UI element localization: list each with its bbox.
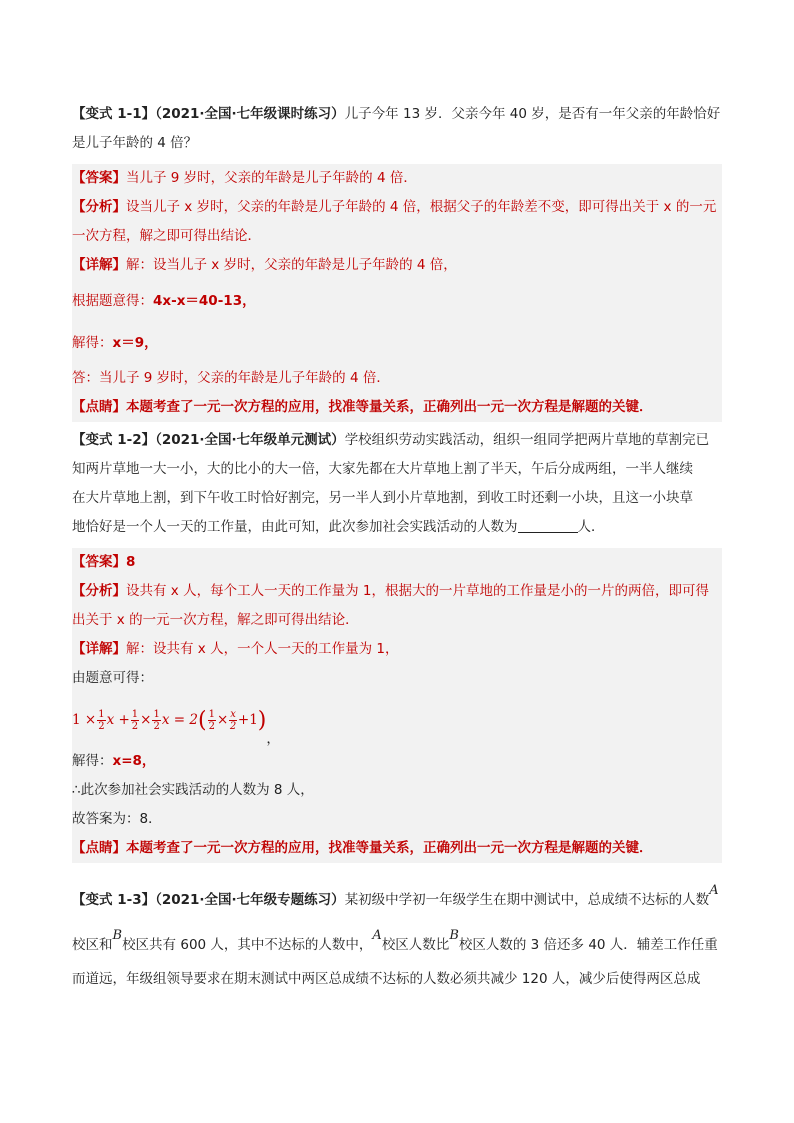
detail-tag: 【详解】 [72, 257, 126, 273]
analysis-line [72, 577, 722, 606]
question-text-line [72, 513, 722, 542]
equation-text: x=8， [112, 753, 156, 769]
equation-term: x = 2 [161, 712, 198, 728]
equation-tail: ， [266, 731, 280, 747]
comment-text: 本题考查了一元一次方程的应用，找准等量关系，正确列出一元一次方程是解题的关键． [126, 840, 653, 856]
detail-line [72, 635, 722, 664]
analysis-line [72, 193, 722, 222]
analysis-text: 设当儿子 x 岁时，父亲的年龄是儿子年龄的 4 倍，根据父子的年龄差不变，即可得出关于 x 的一元 [126, 199, 717, 215]
comment-line [72, 834, 722, 863]
fraction [229, 709, 237, 732]
comment-line [72, 393, 722, 422]
letter-b: B [112, 928, 123, 943]
detail-line: 由题意可得： [72, 670, 153, 686]
question-text-line [72, 918, 722, 963]
solution-1-1 [72, 164, 722, 422]
letter-a: A [372, 928, 382, 943]
analysis-tag: 【分析】 [72, 583, 126, 599]
question-source: （2021·全国·七年级单元测试） [155, 432, 345, 448]
fraction-denominator: 2 [153, 720, 160, 732]
question-text-line: 是儿子年龄的 4 倍？ [72, 135, 198, 151]
answer-line [72, 164, 722, 193]
equation [72, 693, 722, 747]
right-paren: ) [257, 707, 267, 733]
answer-tag: 【答案】 [72, 554, 126, 570]
question-1-1 [72, 100, 722, 158]
document-page [72, 100, 722, 1001]
question-tag: 【变式 1-1】 [72, 106, 156, 122]
detail-text: 解得： [72, 753, 113, 769]
equation-term: × [216, 712, 229, 728]
question-source: （2021·全国·七年级课时练习） [155, 106, 345, 122]
question-body: 人． [577, 519, 605, 535]
detail-text: 解得： [72, 335, 113, 351]
detail-line: 答：当儿子 9 岁时，父亲的年龄是儿子年龄的 4 倍． [72, 370, 390, 386]
question-body: 地恰好是一个人一天的工作量，由此可知，此次参加社会实践活动的人数为 [72, 519, 518, 535]
detail-line: ∴此次参加社会实践活动的人数为 8 人， [72, 782, 314, 798]
letter-a: A [709, 883, 719, 898]
question-body: 某初级中学初一年级学生在期中测试中，总成绩不达标的人数 [344, 892, 710, 908]
detail-line [72, 747, 722, 776]
question-text-line: 而道远，年级组领导要求在期末测试中两区总成绩不达标的人数必须共减少 120 人，减少后使得两区总成 [72, 971, 701, 987]
question-1-3 [72, 873, 722, 995]
question-text-line [72, 873, 722, 918]
equation-term: × [140, 712, 152, 728]
question-body: 校区和 [72, 937, 113, 953]
fraction-numerator: 1 [98, 708, 105, 720]
fraction-numerator: 1 [153, 708, 160, 720]
equation-term: 1 × [72, 712, 97, 728]
left-paren: ( [197, 707, 207, 733]
fraction-denominator: 2 [229, 720, 237, 732]
detail-line [72, 280, 722, 322]
equation-term: +1 [237, 712, 258, 728]
fraction-denominator: 2 [208, 720, 215, 732]
fraction [97, 709, 105, 732]
fraction-denominator: 2 [98, 720, 105, 732]
equation-text: 4x-x＝40-13， [153, 293, 256, 309]
detail-text: 解：设当儿子 x 岁时，父亲的年龄是儿子年龄的 4 倍， [126, 257, 457, 273]
question-text-line [72, 426, 722, 455]
equation-term: x + [106, 712, 130, 728]
analysis-tag: 【分析】 [72, 199, 126, 215]
question-1-2 [72, 426, 722, 542]
fraction-numerator: 1 [208, 708, 215, 720]
fraction-numerator: x [230, 708, 236, 720]
question-text-line [72, 100, 722, 129]
analysis-text: 设共有 x 人，每个工人一天的工作量为 1，根据大的一片草地的工作量是小的一片的两倍，即可得 [126, 583, 709, 599]
question-source: （2021·全国·七年级专题练习） [155, 892, 345, 908]
question-body: 校区共有 600 人，其中不达标的人数中， [122, 937, 373, 953]
question-tag: 【变式 1-2】 [72, 432, 156, 448]
question-text-line: 知两片草地一大一小，大的比小的大一倍，大家先都在大片草地上割了半天，午后分成两组，一半人继续 [72, 461, 693, 477]
answer-tag: 【答案】 [72, 170, 126, 186]
detail-tag: 【详解】 [72, 641, 126, 657]
comment-tag: 【点睛】 [72, 399, 126, 415]
comment-tag: 【点睛】 [72, 840, 126, 856]
letter-b: B [449, 928, 459, 943]
fraction [152, 709, 160, 732]
detail-text: 根据题意得： [72, 293, 153, 309]
detail-line [72, 251, 722, 280]
answer-blank [518, 518, 578, 533]
question-tag: 【变式 1-3】 [72, 892, 156, 908]
fraction-denominator: 2 [131, 720, 139, 732]
answer-text: 8 [126, 554, 136, 570]
question-body: 学校组织劳动实践活动，组织一组同学把两片草地的草割完已 [344, 432, 710, 448]
question-body: 儿子今年 13 岁．父亲今年 40 岁，是否有一年父亲的年龄恰好 [344, 106, 721, 122]
answer-text: 当儿子 9 岁时，父亲的年龄是儿子年龄的 4 倍． [126, 170, 417, 186]
detail-line: 故答案为：8． [72, 811, 162, 827]
solution-1-2 [72, 548, 722, 863]
detail-line [72, 322, 722, 364]
question-text-line: 在大片草地上割，到下午收工时恰好割完，另一半人到小片草地割，到收工时还剩一小块，且这一小块草 [72, 490, 693, 506]
detail-text: 解：设共有 x 人，一个人一天的工作量为 1， [126, 641, 399, 657]
question-body: 校区人数的 3 倍还多 40 人．辅差工作任重 [458, 937, 718, 953]
answer-line [72, 548, 722, 577]
analysis-line: 一次方程，解之即可得出结论． [72, 228, 261, 244]
comment-text: 本题考查了一元一次方程的应用，找准等量关系，正确列出一元一次方程是解题的关键． [126, 399, 653, 415]
fraction [208, 709, 216, 732]
equation-text: x＝9， [112, 335, 158, 351]
fraction [131, 709, 139, 732]
fraction-numerator: 1 [131, 708, 139, 720]
analysis-line: 出关于 x 的一元一次方程，解之即可得出结论． [72, 612, 359, 628]
question-body: 校区人数比 [381, 937, 450, 953]
